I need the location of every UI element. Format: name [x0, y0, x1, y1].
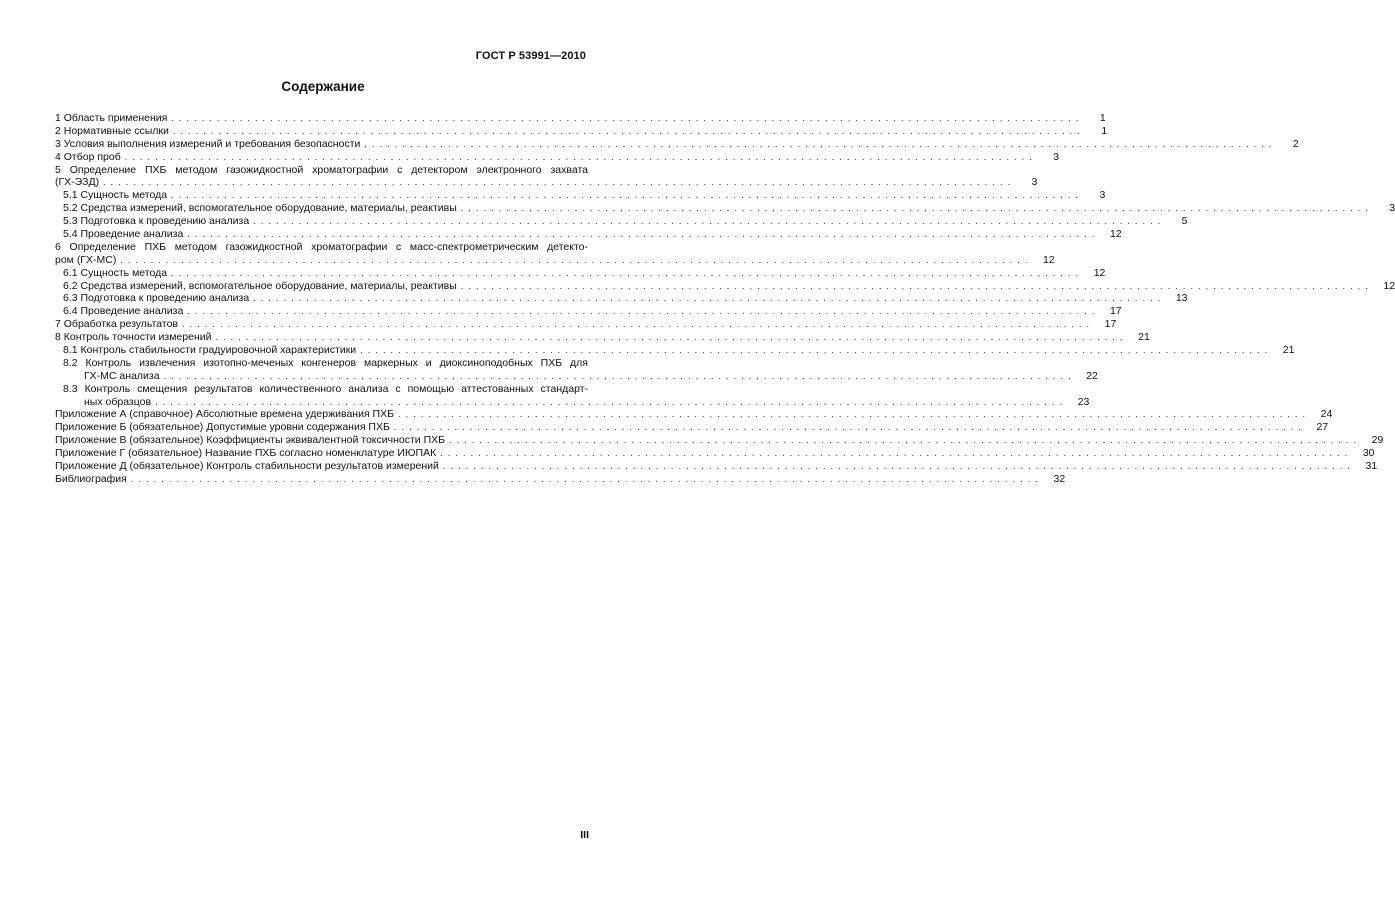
- toc-entry-page: 21: [1282, 344, 1295, 357]
- toc-entry-text: Приложение В (обязательное) Коэффициенты эквивалентной токсичности ПХБ: [55, 434, 446, 447]
- toc-entry-page: 3: [1099, 189, 1106, 202]
- toc-entry-text: Приложение А (справочное) Абсолютные времена удерживания ПХБ: [55, 408, 394, 421]
- toc-entry-text: ных образцов: [84, 395, 152, 408]
- leader-dots: . . . . . . . . . . . . . . . . . . . . . . . . . . . . . . . . . . . . . . . . . . . . . . . . . . . . . . . . . . . . . . . . . . . . . . . . . . . . . . . . . . . . . . . . . . . . . . . . . . . . . . . . . . . . . . . . . . . . . . . .: [398, 409, 1307, 420]
- toc-entry[interactable]: [55, 460, 1378, 473]
- toc-entry-text: 6.3 Подготовка к проведению анализа: [63, 292, 250, 305]
- toc-entry-text: 8.1 Контроль стабильности градуировочной характеристики: [63, 344, 357, 357]
- leader-dots: . . . . . . . . . . . . . . . . . . . . . . . . . . . . . . . . . . . . . . . . . . . . . . . . . . . . . . . . . . . . . . . . . . . . . . . . . . . . . . . . . . . . . . . . . . . . . . . . . . . . . . . . . . . . . . . . . . . . . . . .: [440, 448, 1349, 459]
- leader-dots: . . . . . . . . . . . . . . . . . . . . . . . . . . . . . . . . . . . . . . . . . . . . . . . . . . . . . . . . . . . . . . . . . . . . . . . . . . . . . . . . . . . . . . . . . . . . . . . . . . . . . . . . . . . . . . . . . . . . . . . .: [253, 216, 1162, 227]
- toc-entry-page: 3: [1389, 202, 1395, 215]
- toc-entry[interactable]: [55, 279, 1395, 293]
- leader-dots: . . . . . . . . . . . . . . . . . . . . . . . . . . . . . . . . . . . . . . . . . . . . . . . . . . . . . . . . . . . . . . . . . . . . . . . . . . . . . . . . . . . . . . . . . . . . . . . . . . . . . . . . . . . . . . . . . . . . . . . .: [460, 203, 1370, 214]
- toc-title: Содержание: [281, 79, 365, 94]
- table-of-contents: [55, 111, 1395, 486]
- leader-dots: . . . . . . . . . . . . . . . . . . . . . . . . . . . . . . . . . . . . . . . . . . . . . . . . . . . . . . . . . . . . . . . . . . . . . . . . . . . . . . . . . . . . . . . . . . . . . . . . . . . . . . . . . . . . . . . . . . . . . . . .: [120, 254, 1029, 265]
- toc-entry-text: 6.2 Средства измерений, вспомогательное оборудование, материалы, реактивы: [63, 279, 457, 292]
- leader-dots: . . . . . . . . . . . . . . . . . . . . . . . . . . . . . . . . . . . . . . . . . . . . . . . . . . . . . . . . . . . . . . . . . . . . . . . . . . . . . . . . . . . . . . . . . . . . . . . . . . . . . . . . . . . . . . . . . . . . . . . .: [393, 422, 1303, 433]
- toc-entry[interactable]: [55, 266, 1106, 280]
- toc-entry-text: Библиография: [55, 472, 127, 485]
- toc-entry-text: Приложение Д (обязательное) Контроль стабильности результатов измерений: [55, 460, 439, 473]
- toc-entry-text: ром (ГХ-МС): [55, 253, 117, 266]
- leader-dots: . . . . . . . . . . . . . . . . . . . . . . . . . . . . . . . . . . . . . . . . . . . . . . . . . . . . . . . . . . . . . . . . . . . . . . . . . . . . . . . . . . . . . . . . . . . . . . . . . . . . . . . . . . . . . . . . . . . . . . . .: [171, 190, 1080, 201]
- toc-entry-page: 3: [1053, 150, 1060, 163]
- toc-entry[interactable]: [55, 111, 1106, 125]
- toc-entry[interactable]: [55, 253, 1055, 267]
- leader-dots: . . . . . . . . . . . . . . . . . . . . . . . . . . . . . . . . . . . . . . . . . . . . . . . . . . . . . . . . . . . . . . . . . . . . . . . . . . . . . . . . . . . . . . . . . . . . . . . . . . . . . . . . . . . . . . . . . . . . . . . .: [187, 229, 1096, 239]
- toc-entry-text: 8 Контроль точности измерений: [55, 331, 212, 344]
- toc-entry[interactable]: [55, 292, 1188, 305]
- toc-entry-text: (ГХ-ЭЗД): [55, 176, 100, 189]
- toc-entry-line1[interactable]: 8.3 Контроль смещения результатов количественного анализа с помощью аттестованных стандарт-: [63, 382, 588, 395]
- toc-entry-page: 32: [1053, 472, 1066, 485]
- toc-entry[interactable]: [55, 344, 1295, 357]
- toc-entry[interactable]: [55, 434, 1384, 447]
- toc-entry[interactable]: [55, 189, 1106, 202]
- leader-dots: . . . . . . . . . . . . . . . . . . . . . . . . . . . . . . . . . . . . . . . . . . . . . . . . . . . . . . . . . . . . . . . . . . . . . . . . . . . . . . . . . . . . . . . . . . . . . . . . . . . . . . . . . . . . . . . . . . . . . . . .: [155, 396, 1064, 407]
- toc-entry-page: 1: [1099, 111, 1106, 124]
- toc-entry-page: 30: [1362, 447, 1375, 460]
- page-number: III: [580, 829, 589, 841]
- leader-dots: . . . . . . . . . . . . . . . . . . . . . . . . . . . . . . . . . . . . . . . . . . . . . . . . . . . . . . . . . . . . . . . . . . . . . . . . . . . . . . . . . . . . . . . . . . . . . . . . . . . . . . . . . . . . . . . . . . . . . . . .: [172, 125, 1082, 136]
- toc-entry[interactable]: [55, 176, 1038, 189]
- leader-dots: . . . . . . . . . . . . . . . . . . . . . . . . . . . . . . . . . . . . . . . . . . . . . . . . . . . . . . . . . . . . . . . . . . . . . . . . . . . . . . . . . . . . . . . . . . . . . . . . . . . . . . . . . . . . . . . . . . . . . . . .: [442, 461, 1352, 472]
- toc-entry[interactable]: [55, 150, 1060, 164]
- toc-entry-page: 5: [1181, 215, 1188, 228]
- toc-entry-page: 12: [1093, 266, 1106, 279]
- toc-entry-page: 29: [1371, 434, 1384, 447]
- toc-entry-text: 3 Условия выполнения измерений и требования безопасности: [55, 137, 361, 150]
- toc-entry[interactable]: [55, 369, 1098, 383]
- toc-entry-text: Приложение Б (обязательное) Допустимые уровни содержания ПХБ: [55, 421, 390, 434]
- toc-entry-page: 2: [1292, 137, 1299, 150]
- toc-entry-text: 5.3 Подготовка к проведению анализа: [63, 215, 250, 228]
- leader-dots: . . . . . . . . . . . . . . . . . . . . . . . . . . . . . . . . . . . . . . . . . . . . . . . . . . . . . . . . . . . . . . . . . . . . . . . . . . . . . . . . . . . . . . . . . . . . . . . . . . . . . . . . . . . . . . . . . . . . . . . .: [171, 112, 1080, 123]
- leader-dots: . . . . . . . . . . . . . . . . . . . . . . . . . . . . . . . . . . . . . . . . . . . . . . . . . . . . . . . . . . . . . . . . . . . . . . . . . . . . . . . . . . . . . . . . . . . . . . . . . . . . . . . . . . . . . . . . . . . . . . . .: [449, 435, 1358, 446]
- toc-entry[interactable]: [55, 318, 1117, 331]
- toc-entry-page: 17: [1109, 305, 1122, 318]
- toc-entry[interactable]: [55, 137, 1299, 151]
- toc-entry-text: ГХ-МС анализа: [84, 369, 160, 382]
- toc-entry[interactable]: [55, 472, 1066, 486]
- toc-entry[interactable]: [55, 395, 1090, 409]
- toc-entry-text: 4 Отбор проб: [55, 150, 121, 163]
- toc-entry-page: 21: [1138, 331, 1150, 344]
- toc-entry-page: 24: [1320, 408, 1333, 421]
- toc-entry-text: 6.4 Проведение анализа: [63, 305, 184, 318]
- leader-dots: . . . . . . . . . . . . . . . . . . . . . . . . . . . . . . . . . . . . . . . . . . . . . . . . . . . . . . . . . . . . . . . . . . . . . . . . . . . . . . . . . . . . . . . . . . . . . . . . . . . . . . . . . . . . . . . . . . . . . . . .: [171, 267, 1080, 278]
- toc-entry-page: 12: [1383, 279, 1395, 292]
- toc-entry[interactable]: [55, 421, 1329, 434]
- toc-entry[interactable]: [55, 447, 1375, 460]
- leader-dots: . . . . . . . . . . . . . . . . . . . . . . . . . . . . . . . . . . . . . . . . . . . . . . . . . . . . . . . . . . . . . . . . . . . . . . . . . . . . . . . . . . . . . . . . . . . . . . . . . . . . . . . . . . . . . . . . . . . . . . . .: [103, 177, 1012, 188]
- toc-entry-page: 27: [1316, 421, 1329, 434]
- toc-entry-text: 5.2 Средства измерений, вспомогательное оборудование, материалы, реактивы: [63, 202, 457, 215]
- toc-entry-page: 22: [1086, 369, 1098, 382]
- leader-dots: . . . . . . . . . . . . . . . . . . . . . . . . . . . . . . . . . . . . . . . . . . . . . . . . . . . . . . . . . . . . . . . . . . . . . . . . . . . . . . . . . . . . . . . . . . . . . . . . . . . . . . . . . . . . . . . . . . . . . . . .: [215, 332, 1124, 343]
- leader-dots: . . . . . . . . . . . . . . . . . . . . . . . . . . . . . . . . . . . . . . . . . . . . . . . . . . . . . . . . . . . . . . . . . . . . . . . . . . . . . . . . . . . . . . . . . . . . . . . . . . . . . . . . . . . . . . . . . . . . . . . .: [253, 293, 1162, 304]
- toc-entry-page: 12: [1042, 253, 1055, 266]
- toc-entry-page: 13: [1175, 292, 1188, 305]
- leader-dots: . . . . . . . . . . . . . . . . . . . . . . . . . . . . . . . . . . . . . . . . . . . . . . . . . . . . . . . . . . . . . . . . . . . . . . . . . . . . . . . . . . . . . . . . . . . . . . . . . . . . . . . . . . . . . . . . . . . . . . . .: [364, 138, 1273, 149]
- leader-dots: . . . . . . . . . . . . . . . . . . . . . . . . . . . . . . . . . . . . . . . . . . . . . . . . . . . . . . . . . . . . . . . . . . . . . . . . . . . . . . . . . . . . . . . . . . . . . . . . . . . . . . . . . . . . . . . . . . . . . . . .: [187, 306, 1096, 317]
- leader-dots: . . . . . . . . . . . . . . . . . . . . . . . . . . . . . . . . . . . . . . . . . . . . . . . . . . . . . . . . . . . . . . . . . . . . . . . . . . . . . . . . . . . . . . . . . . . . . . . . . . . . . . . . . . . . . . . . . . . . . . . .: [124, 151, 1034, 162]
- toc-entry[interactable]: [55, 124, 1108, 138]
- leader-dots: . . . . . . . . . . . . . . . . . . . . . . . . . . . . . . . . . . . . . . . . . . . . . . . . . . . . . . . . . . . . . . . . . . . . . . . . . . . . . . . . . . . . . . . . . . . . . . . . . . . . . . . . . . . . . . . . . . . . . . . .: [360, 345, 1269, 356]
- toc-entry-text: 7 Обработка результатов: [55, 318, 178, 331]
- toc-entry-text: 5.4 Проведение анализа: [63, 228, 184, 240]
- toc-entry[interactable]: [55, 305, 1122, 318]
- toc-entry-line1[interactable]: 5 Определение ПХБ методом газожидкостной хроматографии с детектором электронного захвата: [55, 163, 588, 176]
- toc-entry-text: 1 Область применения: [55, 111, 168, 124]
- toc-entry-page: 12: [1109, 228, 1122, 240]
- toc-entry-page: 23: [1077, 395, 1090, 408]
- toc-entry-page: 17: [1104, 318, 1117, 331]
- toc-entry-text: 2 Нормативные ссылки: [55, 124, 169, 137]
- leader-dots: . . . . . . . . . . . . . . . . . . . . . . . . . . . . . . . . . . . . . . . . . . . . . . . . . . . . . . . . . . . . . . . . . . . . . . . . . . . . . . . . . . . . . . . . . . . . . . . . . . . . . . . . . . . . . . . . . . . . . . . .: [130, 473, 1040, 484]
- leader-dots: . . . . . . . . . . . . . . . . . . . . . . . . . . . . . . . . . . . . . . . . . . . . . . . . . . . . . . . . . . . . . . . . . . . . . . . . . . . . . . . . . . . . . . . . . . . . . . . . . . . . . . . . . . . . . . . . . . . . . . . .: [181, 319, 1091, 330]
- toc-entry-line1[interactable]: 6 Определение ПХБ методом газожидкостной хроматографии с масс-спектрометрическим детекто-: [55, 240, 588, 253]
- toc-entry-text: Приложение Г (обязательное) Название ПХБ согласно номенклатуре ИЮПАК: [55, 447, 437, 460]
- toc-entry-page: 3: [1031, 176, 1038, 189]
- toc-entry-page: 31: [1365, 460, 1378, 473]
- leader-dots: . . . . . . . . . . . . . . . . . . . . . . . . . . . . . . . . . . . . . . . . . . . . . . . . . . . . . . . . . . . . . . . . . . . . . . . . . . . . . . . . . . . . . . . . . . . . . . . . . . . . . . . . . . . . . . . . . . . . . . . .: [163, 370, 1072, 381]
- toc-entry-line1[interactable]: 8.2 Контроль извлечения изотопно-меченых конгенеров маркерных и диоксиноподобных ПХБ для: [63, 356, 588, 369]
- toc-entry[interactable]: [55, 228, 1122, 241]
- toc-entry[interactable]: [55, 215, 1188, 228]
- toc-entry-text: 5.1 Сущность метода: [63, 189, 168, 202]
- toc-entry-page: 1: [1101, 124, 1108, 137]
- toc-entry-text: 6.1 Сущность метода: [63, 266, 168, 279]
- toc-entry[interactable]: [55, 408, 1333, 421]
- leader-dots: . . . . . . . . . . . . . . . . . . . . . . . . . . . . . . . . . . . . . . . . . . . . . . . . . . . . . . . . . . . . . . . . . . . . . . . . . . . . . . . . . . . . . . . . . . . . . . . . . . . . . . . . . . . . . . . . . . . . . . . .: [460, 280, 1370, 291]
- document-code: ГОСТ Р 53991—2010: [475, 50, 586, 62]
- toc-entry[interactable]: [55, 202, 1395, 215]
- toc-entry[interactable]: [55, 331, 1150, 344]
